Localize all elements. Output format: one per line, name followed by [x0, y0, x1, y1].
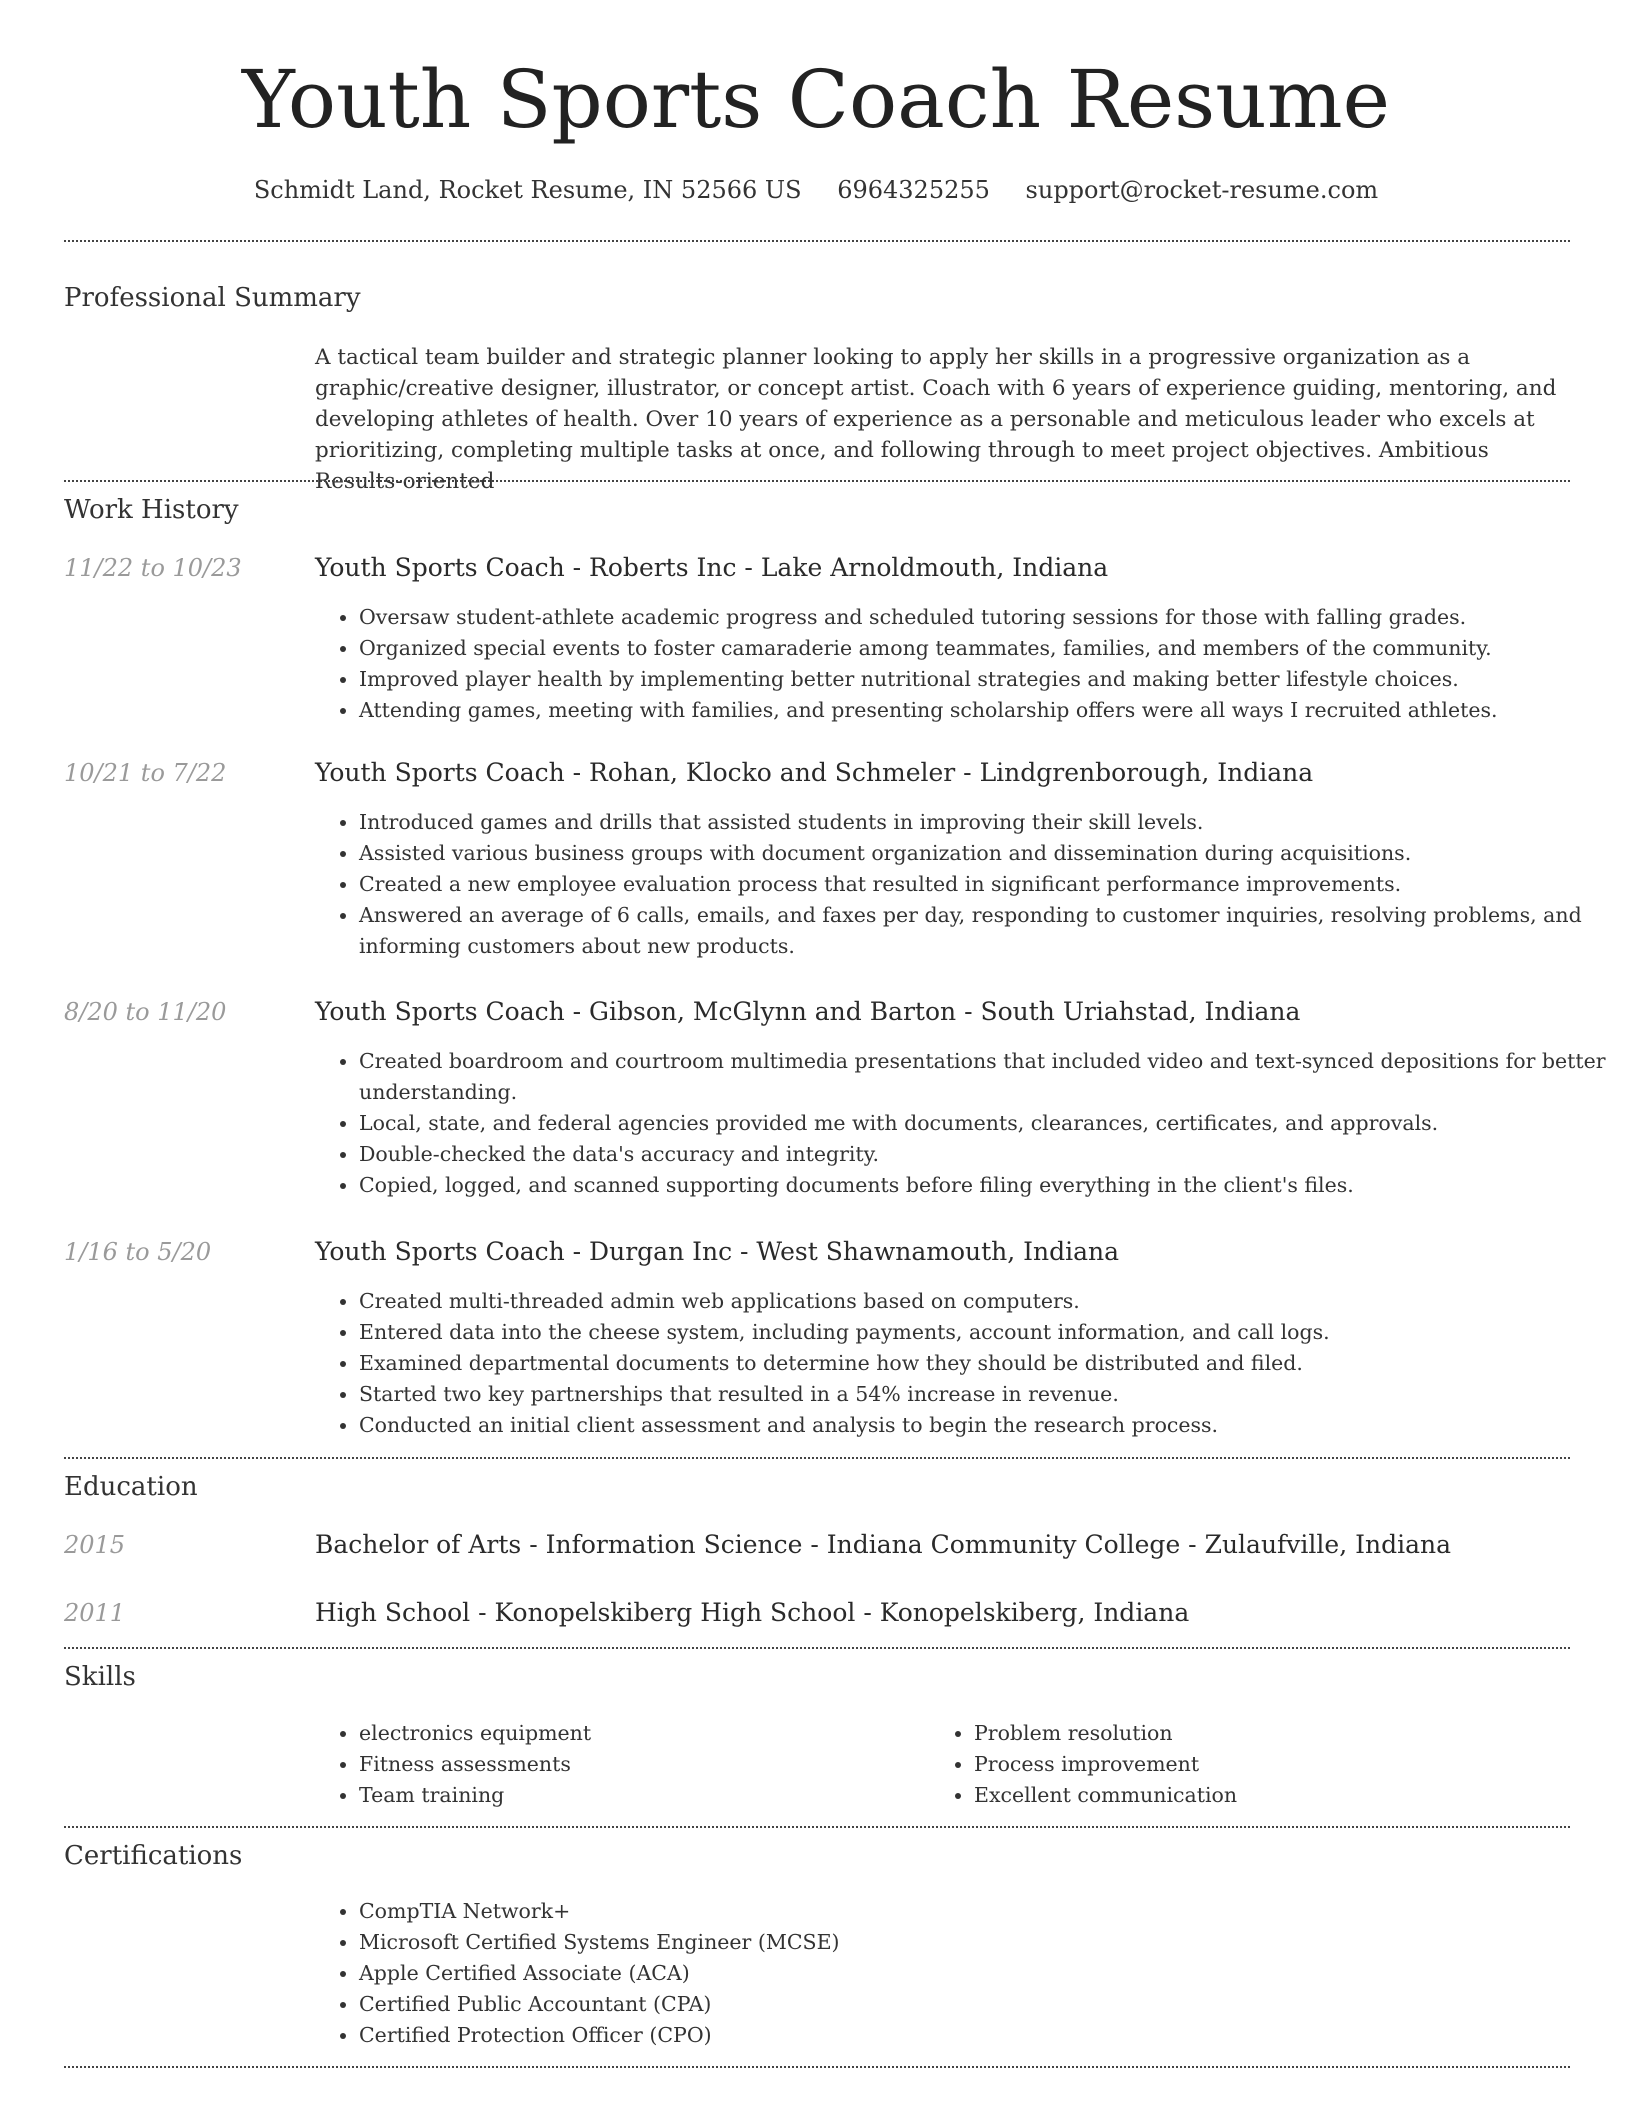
job-dates: 11/22 to 10/23 [64, 554, 242, 582]
education-year: 2015 [64, 1531, 126, 1559]
job-title: Youth Sports Coach - Durgan Inc - West Shawnamouth, Indiana [315, 1237, 1120, 1266]
job-dates: 1/16 to 5/20 [64, 1238, 212, 1266]
job-bullet: • Entered data into the cheese system, including payments, account information, and call logs. [359, 1317, 1614, 1348]
section-title-summary: Professional Summary [64, 283, 361, 313]
section-title-skills: Skills [64, 1662, 136, 1692]
job-bullet: • Created boardroom and courtroom multimedia presentations that included video and text-synced depositions for better understanding. [359, 1046, 1614, 1108]
contact-phone: 6964325255 [837, 176, 990, 204]
skill-item: • Team training [359, 1780, 919, 1811]
job-bullet: • Assisted various business groups with document organization and dissemination during acquisitions. [359, 838, 1614, 869]
job-title: Youth Sports Coach - Gibson, McGlynn and Barton - South Uriahstad, Indiana [315, 997, 1301, 1026]
section-title-certifications: Certifications [64, 1841, 243, 1871]
summary-text: A tactical team builder and strategic planner looking to apply her skills in a progressive organization as a graphic/creative designer, illustrator, or concept artist. Coach with 6 years of experience guiding, mentoring, and developing athletes of health. Over 10 years of experience as a personable and meticulous leader who excels at prioritizing, completing multiple tasks at once, and following through to meet project objectives. Ambitious Results-oriented [315, 345, 1557, 494]
certification-item: • Certified Protection Officer (CPO) [359, 2020, 1614, 2051]
job-dates: 8/20 to 11/20 [64, 998, 227, 1026]
certification-item: • Certified Public Accountant (CPA) [359, 1989, 1614, 2020]
job-title: Youth Sports Coach - Rohan, Klocko and Schmeler - Lindgrenborough, Indiana [315, 758, 1314, 787]
skill-item: • Fitness assessments [359, 1749, 919, 1780]
job-bullet: • Conducted an initial client assessment and analysis to begin the research process. [359, 1410, 1614, 1441]
job-bullets [315, 602, 1614, 726]
skills-list-left [315, 1718, 919, 1811]
job-bullet: • Answered an average of 6 calls, emails, and faxes per day, responding to customer inquiries, resolving problems, and informing customers about new products. [359, 900, 1614, 962]
education-entry: Bachelor of Arts - Information Science - Indiana Community College - Zulaufville, Indiana [315, 1530, 1451, 1559]
education-year: 2011 [64, 1599, 126, 1627]
job-bullet: • Examined departmental documents to determine how they should be distributed and filed. [359, 1348, 1614, 1379]
certification-item: • Apple Certified Associate (ACA) [359, 1958, 1614, 1989]
contact-address: Schmidt Land, Rocket Resume, IN 52566 US [253, 176, 802, 204]
section-title-education: Education [64, 1472, 198, 1502]
job-bullet: • Copied, logged, and scanned supporting documents before filing everything in the client's files. [359, 1170, 1614, 1201]
job-title: Youth Sports Coach - Roberts Inc - Lake Arnoldmouth, Indiana [315, 553, 1109, 582]
job-bullet: • Organized special events to foster camaraderie among teammates, families, and members of the community. [359, 633, 1614, 664]
job-bullet: • Oversaw student-athlete academic progress and scheduled tutoring sessions for those with falling grades. [359, 602, 1614, 633]
divider [64, 1826, 1570, 1828]
contact-email: support@rocket-resume.com [1025, 176, 1379, 204]
job-bullet: • Created a new employee evaluation process that resulted in significant performance improvements. [359, 869, 1614, 900]
job-bullet: • Started two key partnerships that resulted in a 54% increase in revenue. [359, 1379, 1614, 1410]
education-entry: High School - Konopelskiberg High School - Konopelskiberg, Indiana [315, 1598, 1190, 1627]
job-bullets [315, 1046, 1614, 1201]
job-bullet: • Improved player health by implementing better nutritional strategies and making better lifestyle choices. [359, 664, 1614, 695]
job-bullet: • Created multi-threaded admin web applications based on computers. [359, 1286, 1614, 1317]
job-bullet: • Introduced games and drills that assisted students in improving their skill levels. [359, 807, 1614, 838]
skills-list-right [930, 1718, 1574, 1811]
resume-title: Youth Sports Coach Resume [242, 53, 1390, 146]
skill-item: • electronics equipment [359, 1718, 919, 1749]
divider [64, 2066, 1570, 2068]
certification-item: • CompTIA Network+ [359, 1896, 1614, 1927]
certification-item: • Microsoft Certified Systems Engineer (MCSE) [359, 1927, 1614, 1958]
job-bullet: • Local, state, and federal agencies provided me with documents, clearances, certificates, and approvals. [359, 1108, 1614, 1139]
job-bullets [315, 1286, 1614, 1441]
divider [64, 1457, 1570, 1459]
skill-item: • Excellent communication [974, 1780, 1574, 1811]
section-title-work-history: Work History [64, 495, 239, 525]
divider [64, 480, 1570, 482]
divider [64, 1647, 1570, 1649]
divider [64, 240, 1570, 242]
skill-item: • Problem resolution [974, 1718, 1574, 1749]
certifications-list [315, 1896, 1614, 2051]
job-bullets [315, 807, 1614, 962]
job-dates: 10/21 to 7/22 [64, 759, 227, 787]
skill-item: • Process improvement [974, 1749, 1574, 1780]
job-bullet: • Double-checked the data's accuracy and integrity. [359, 1139, 1614, 1170]
job-bullet: • Attending games, meeting with families, and presenting scholarship offers were all ways I recruited athletes. [359, 695, 1614, 726]
contact-line [0, 170, 1632, 210]
